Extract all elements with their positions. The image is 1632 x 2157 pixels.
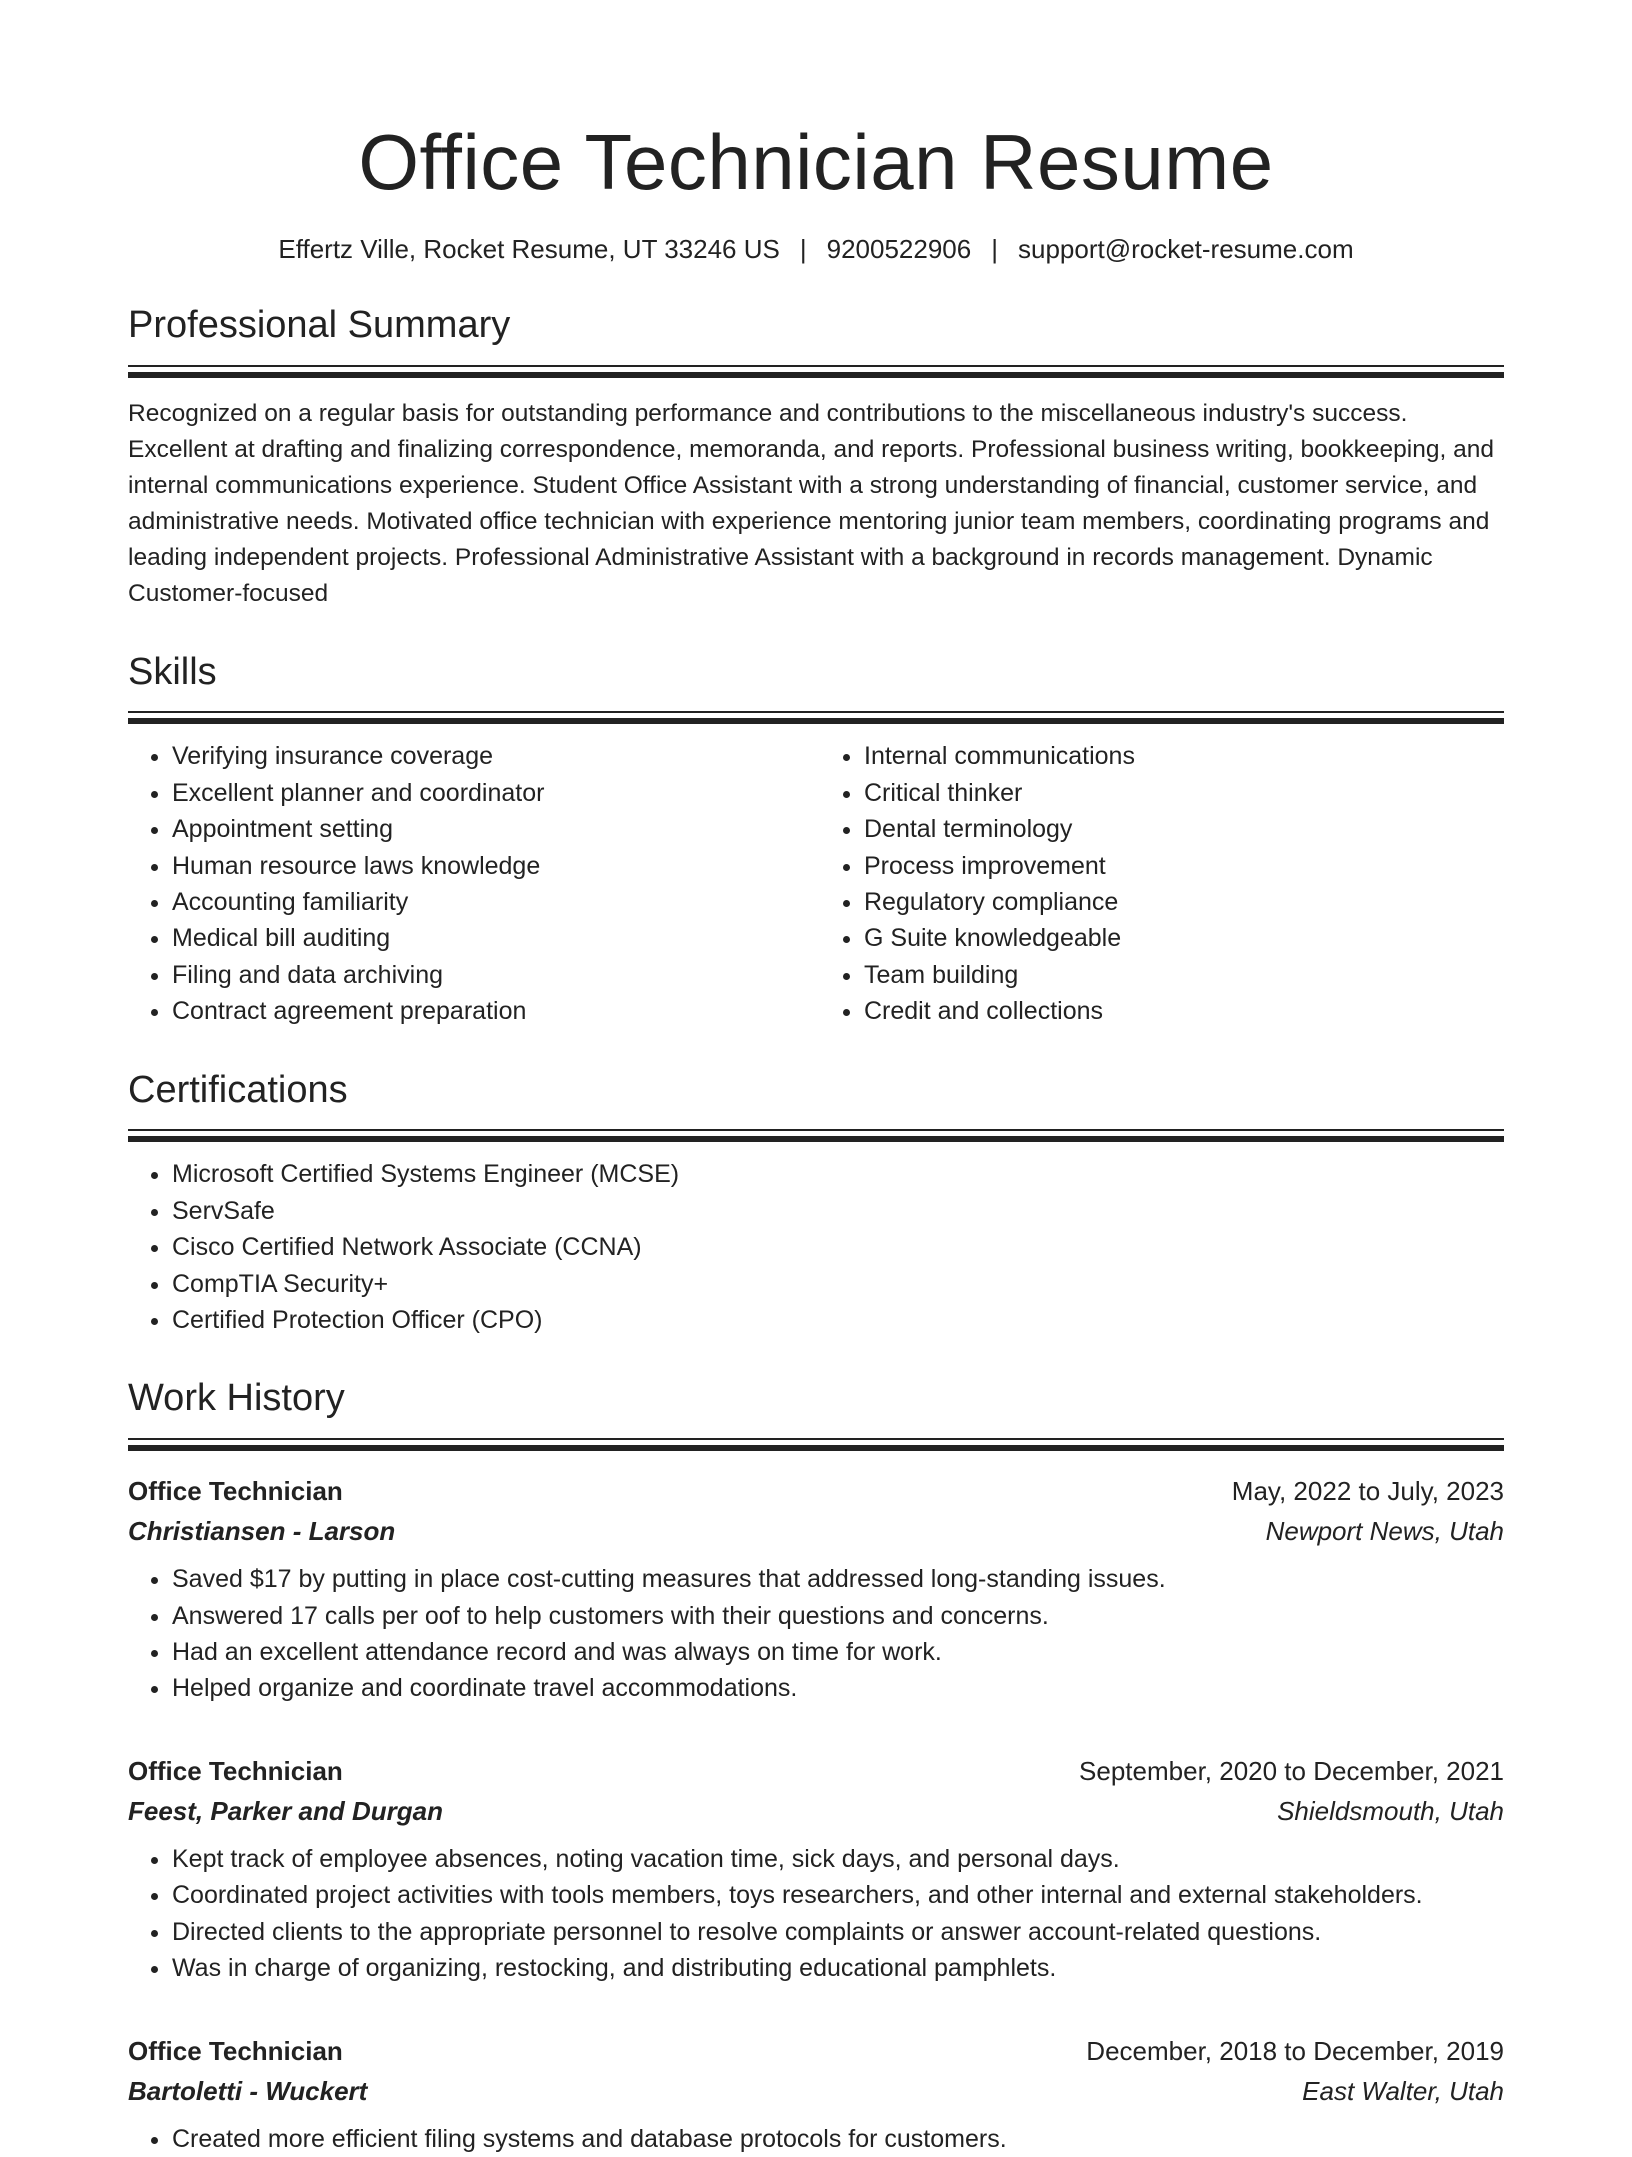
job-duties	[128, 2121, 1504, 2157]
job-duty: • Directed clients to the appropriate personnel to resolve complaints or answer account-related questions.	[172, 1914, 1504, 1950]
job-entry	[128, 2031, 1504, 2157]
skill-item: • Regulatory compliance	[864, 884, 1504, 920]
job-duty: • Had an excellent attendance record and was always on time for work.	[172, 1634, 1504, 1670]
summary-heading: Professional Summary	[128, 303, 511, 346]
skill-item: • Internal communications	[864, 738, 1504, 774]
job-company: Christiansen - Larson	[128, 1516, 396, 1547]
job-entry	[128, 1471, 1504, 1707]
certifications-section	[128, 1070, 1504, 1339]
job-duty: • Helped organize and coordinate travel accommodations.	[172, 1670, 1504, 1706]
skill-item: • Credit and collections	[864, 993, 1504, 1029]
contact-line	[128, 234, 1504, 265]
section-divider	[128, 1438, 1504, 1451]
skill-item: • Team building	[864, 957, 1504, 993]
skill-item: • Medical bill auditing	[172, 920, 816, 956]
job-entry	[128, 1751, 1504, 1987]
job-dates: May, 2022 to July, 2023	[1231, 1476, 1504, 1507]
skill-item: • Appointment setting	[172, 811, 816, 847]
skills-list-left	[128, 738, 816, 1029]
job-location: Newport News, Utah	[1265, 1516, 1504, 1547]
job-title: Office Technician	[128, 2035, 343, 2066]
section-divider	[128, 365, 1504, 378]
skill-item: • Contract agreement preparation	[172, 993, 816, 1029]
skills-heading: Skills	[128, 650, 217, 693]
skill-item: • Human resource laws knowledge	[172, 848, 816, 884]
contact-phone: 9200522906	[826, 233, 972, 264]
job-duties	[128, 1561, 1504, 1707]
certification-item: • CompTIA Security+	[172, 1266, 1504, 1302]
summary-text: Recognized on a regular basis for outstanding performance and contributions to the miscellaneous industry's success. Excellent at drafting and finalizing correspondence, memoranda, and reports. Professional business writing, bookkeeping, and internal communications experience. Student Office Assistant with a strong understanding of financial, customer service, and administrative needs. Motivated office technician with experience mentoring junior team members, coordinating programs and leading independent projects. Professional Administrative Assistant with a background in records management. Dynamic Customer-focused	[128, 399, 1494, 607]
certifications-list	[128, 1156, 1504, 1338]
job-dates: September, 2020 to December, 2021	[1079, 1755, 1504, 1786]
certifications-heading: Certifications	[128, 1068, 348, 1111]
certification-item: • ServSafe	[172, 1193, 1504, 1229]
skills-section	[128, 652, 1504, 1030]
skill-item: • Verifying insurance coverage	[172, 738, 816, 774]
job-title: Office Technician	[128, 1476, 343, 1507]
skill-item: • Critical thinker	[864, 775, 1504, 811]
summary-section	[128, 305, 1504, 612]
contact-separator: |	[799, 233, 807, 264]
certification-item: • Cisco Certified Network Associate (CCNA)	[172, 1229, 1504, 1265]
job-duty: • Created more efficient filing systems and database protocols for customers.	[172, 2121, 1504, 2157]
certification-item: • Microsoft Certified Systems Engineer (MCSE)	[172, 1156, 1504, 1192]
skill-item: • Dental terminology	[864, 811, 1504, 847]
job-duties	[128, 1841, 1504, 1987]
section-divider	[128, 1129, 1504, 1142]
job-duty: • Was in charge of organizing, restocking, and distributing educational pamphlets.	[172, 1950, 1504, 1986]
job-location: East Walter, Utah	[1302, 2075, 1504, 2106]
job-duty: • Kept track of employee absences, noting vacation time, sick days, and personal days.	[172, 1841, 1504, 1877]
skill-item: • Excellent planner and coordinator	[172, 775, 816, 811]
contact-address: Effertz Ville, Rocket Resume, UT 33246 US	[278, 233, 780, 264]
job-title: Office Technician	[128, 1755, 343, 1786]
job-duty: • Answered 17 calls per oof to help customers with their questions and concerns.	[172, 1598, 1504, 1634]
skill-item: • Filing and data archiving	[172, 957, 816, 993]
skills-columns	[128, 738, 1504, 1029]
contact-email: support@rocket-resume.com	[1017, 233, 1354, 264]
skill-item: • Accounting familiarity	[172, 884, 816, 920]
work-history-section	[128, 1378, 1504, 2156]
resume-title: Office Technician Resume	[358, 118, 1274, 206]
skill-item: • G Suite knowledgeable	[864, 920, 1504, 956]
job-duty: • Coordinated project activities with tools members, toys researchers, and other internal and external stakeholders.	[172, 1877, 1504, 1913]
work-history-heading: Work History	[128, 1377, 345, 1420]
contact-separator: |	[991, 233, 998, 264]
skills-list-right	[816, 738, 1504, 1029]
job-duty: • Saved $17 by putting in place cost-cutting measures that addressed long-standing issues.	[172, 1561, 1504, 1597]
job-location: Shieldsmouth, Utah	[1277, 1795, 1504, 1826]
certification-item: • Certified Protection Officer (CPO)	[172, 1302, 1504, 1338]
section-divider	[128, 711, 1504, 724]
job-company: Bartoletti - Wuckert	[128, 2075, 368, 2106]
job-dates: December, 2018 to December, 2019	[1086, 2035, 1504, 2066]
job-company: Feest, Parker and Durgan	[128, 1795, 443, 1826]
skill-item: • Process improvement	[864, 848, 1504, 884]
